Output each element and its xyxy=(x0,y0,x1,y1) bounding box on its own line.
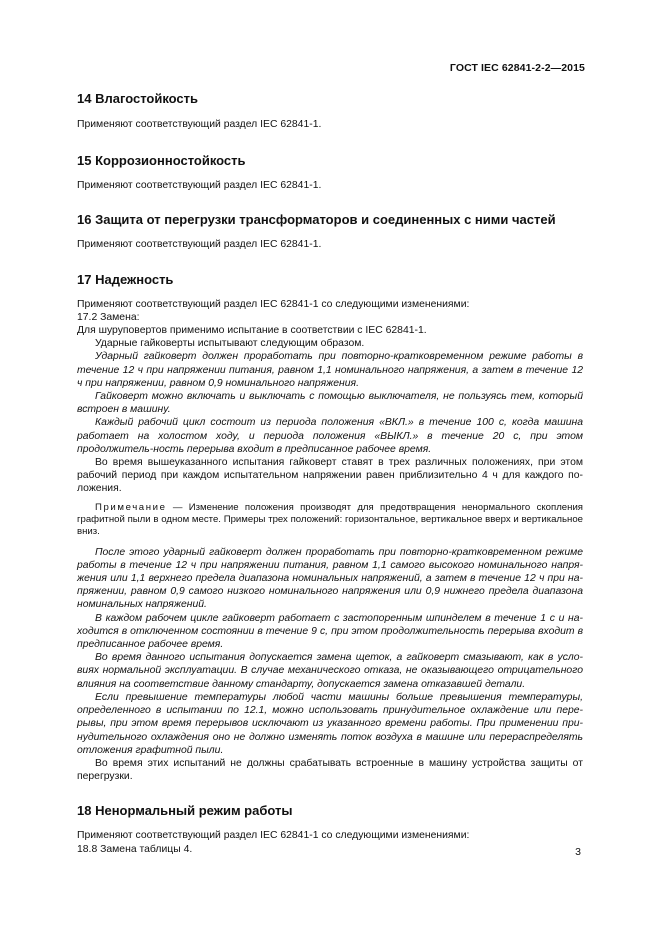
note-label: Примечание xyxy=(95,501,167,513)
overload-protection-paragraph: Во время этих испытаний не должны срабатывать встроенные в машину устройства защиты от перегрузки. xyxy=(77,757,583,783)
section-18-title: 18 Ненормальный режим работы xyxy=(77,803,293,819)
section-17-title: 17 Надежность xyxy=(77,271,174,287)
section-14-title: 14 Влагостойкость xyxy=(77,91,199,106)
test-duration-paragraph: Ударный гайковерт должен проработать при повторно-кратковременном режиме работы в течение 12 ч при напряжении питания, равном 1,1 номинального напряжения, а затем в течение 12 ч при напряжении, равном 0,9 номинального напряжения. xyxy=(77,351,583,389)
brush-replacement-paragraph: Во время данного испытания допускается замена щеток, а гайковерт смазывают, как в усло-виях нормальной эксплуатации. В случае механического отказа, не оказывающего отрицательного влияния на соответствие данному стандарту, допускается замена отказавшей детали. xyxy=(77,652,583,690)
section-16-body: Применяют соответствующий раздел IEC 62841-1. xyxy=(77,239,322,251)
section-18-table-replacement: 18.8 Замена таблицы 4. xyxy=(77,843,193,855)
screwdriver-paragraph: Для шуруповертов применимо испытание в соответствии с IEC 62841-1. xyxy=(77,325,427,337)
after-test-paragraph: После этого ударный гайковерт должен проработать при повторно-кратковременном режиме работы в течение 12 ч при напряжении питания, равном 1,1 самого высокого номинального напря-жения или 1,1 верхнего предела диапазона номинальных напряжений, а затем в течение 12 ч при на-пряжении, равном 0,9 самого низкого номинального напряжения или 0,9 нижнего предела диапазона номинальных напряжений. xyxy=(77,546,583,611)
note-text: — Изменение положения производят для предотвращения ненормального скопления графитной пыли в одном месте. Примеры трех положений: горизонтальное, вертикальное вверх и вертикальное вниз. xyxy=(77,501,583,537)
section-16-title: 16 Защита от перегрузки трансформаторов и соединенных с ними частей xyxy=(77,212,556,228)
work-cycle-paragraph: Каждый рабочий цикл состоит из периода положения «ВКЛ.» в течение 100 с, когда машина работает на холостом ходу, и периода положения «ВЫКЛ.» в течение 20 с, при этом продолжитель-ность перерыва входит в предписанное рабочее время. xyxy=(77,417,583,455)
section-15-title: 15 Коррозионностойкость xyxy=(77,153,246,169)
locked-spindle-paragraph: В каждом рабочем цикле гайковерт работает с застопоренным шпинделем в течение 1 с и на-ходится в отключенном состоянии в течение 9 с, при этом продолжительность перерыва входит в предписанное рабочее время. xyxy=(77,612,583,651)
standard-header: ГОСТ IEC 62841-2-2—2015 xyxy=(449,62,585,74)
note-paragraph xyxy=(77,502,583,538)
switching-paragraph: Гайковерт можно включать и выключать с помощью выключателя, не пользуясь тем, который встроен в машину. xyxy=(77,391,583,416)
section-17-intro: Применяют соответствующий раздел IEC 62841-1 со следующими изменениями: xyxy=(77,298,470,310)
section-18-intro: Применяют соответствующий раздел IEC 62841-1 со следующими изменениями: xyxy=(77,830,470,842)
section-15-body: Применяют соответствующий раздел IEC 62841-1. xyxy=(77,180,322,192)
page-number: 3 xyxy=(575,846,581,858)
positions-paragraph: Во время вышеуказанного испытания гайковерт ставят в трех различных положениях, при этом рабочий период при каждом испытательном напряжении равен приблизительно 4 ч для каждого по-ложения. xyxy=(77,457,583,495)
section-17-replacement: 17.2 Замена: xyxy=(77,311,140,323)
impact-wrench-paragraph: Ударные гайковерты испытывают следующим образом. xyxy=(95,338,365,350)
forced-cooling-paragraph: Если превышение температуры любой части машины больше превышения температуры, определенного в испытании по 12.1, можно использовать принудительное охлаждение или пере-рывы, при этом время перерывов исключают из указанного времени работы. При применении при-нудительного охлаждения оно не должно изменять поток воздуха в машине или перераспределять отложения графитной пыли. xyxy=(77,691,583,756)
section-14-body: Применяют соответствующий раздел IEC 62841-1. xyxy=(77,119,322,130)
page-content xyxy=(77,91,583,856)
